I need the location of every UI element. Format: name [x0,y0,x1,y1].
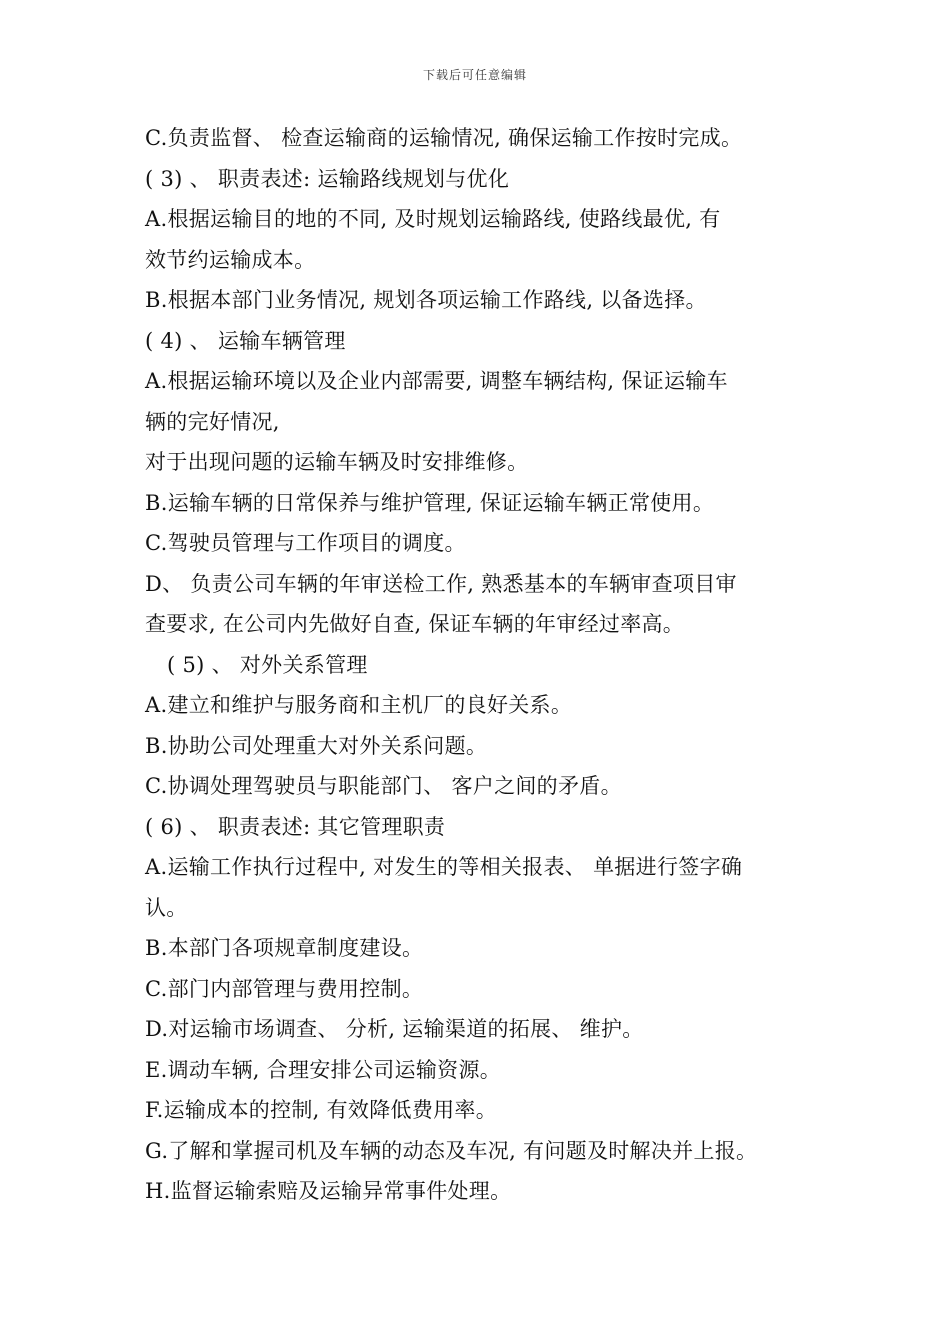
text-line: H.监督运输索赔及运输异常事件处理。 [145,1179,512,1203]
text-line: D、 负责公司车辆的年审送检工作, 熟悉基本的车辆审查项目审 [145,571,737,596]
text-line: B.本部门各项规章制度建设。 [145,936,424,960]
text-line: A.运输工作执行过程中, 对发生的等相关报表、 单据进行签字确 [145,855,743,879]
text-line: 对于出现问题的运输车辆及时安排维修。 [145,450,529,474]
text-line: 认。 [145,895,188,920]
text-line: B.运输车辆的日常保养与维护管理, 保证运输车辆正常使用。 [145,490,715,515]
text-line: G.了解和掌握司机及车辆的动态及车况, 有问题及时解决并上报。 [145,1138,758,1163]
text-line: B.根据本部门业务情况, 规划各项运输工作路线, 以备选择。 [145,288,707,312]
text-line: A.建立和维护与服务商和主机厂的良好关系。 [145,693,573,717]
text-line: 查要求, 在公司内先做好自查, 保证车辆的年审经过率高。 [145,612,685,636]
text-line: E.调动车辆, 合理安排公司运输资源。 [145,1057,502,1082]
text-line: C.驾驶员管理与工作项目的调度。 [145,531,466,555]
text-line: A.根据运输环境以及企业内部需要, 调整车辆结构, 保证运输车 [145,369,728,393]
text-line: C.协调处理驾驶员与职能部门、 客户之间的矛盾。 [145,774,622,798]
document-body [145,118,813,1212]
text-line: F.运输成本的控制, 有效降低费用率。 [145,1098,498,1122]
text-line: C.负责监督、 检查运输商的运输情况, 确保运输工作按时完成。 [145,126,743,150]
page-header: 下载后可任意编辑 [422,68,527,82]
section-heading: ( 4) 、 运输车辆管理 [145,328,346,353]
text-line: D.对运输市场调查、 分析, 运输渠道的拓展、 维护。 [145,1017,644,1041]
text-line: 辆的完好情况, [145,409,280,434]
section-heading: ( 5) 、 对外关系管理 [167,652,368,677]
text-line: B.协助公司处理重大对外关系问题。 [145,733,488,758]
text-line: 效节约运输成本。 [145,247,316,272]
section-heading: ( 3) 、 职责表述: 运输路线规划与优化 [145,166,510,191]
section-heading: ( 6) 、 职责表述: 其它管理职责 [145,814,446,839]
text-line: C.部门内部管理与费用控制。 [145,976,424,1001]
text-line: A.根据运输目的地的不同, 及时规划运输路线, 使路线最优, 有 [145,207,721,231]
